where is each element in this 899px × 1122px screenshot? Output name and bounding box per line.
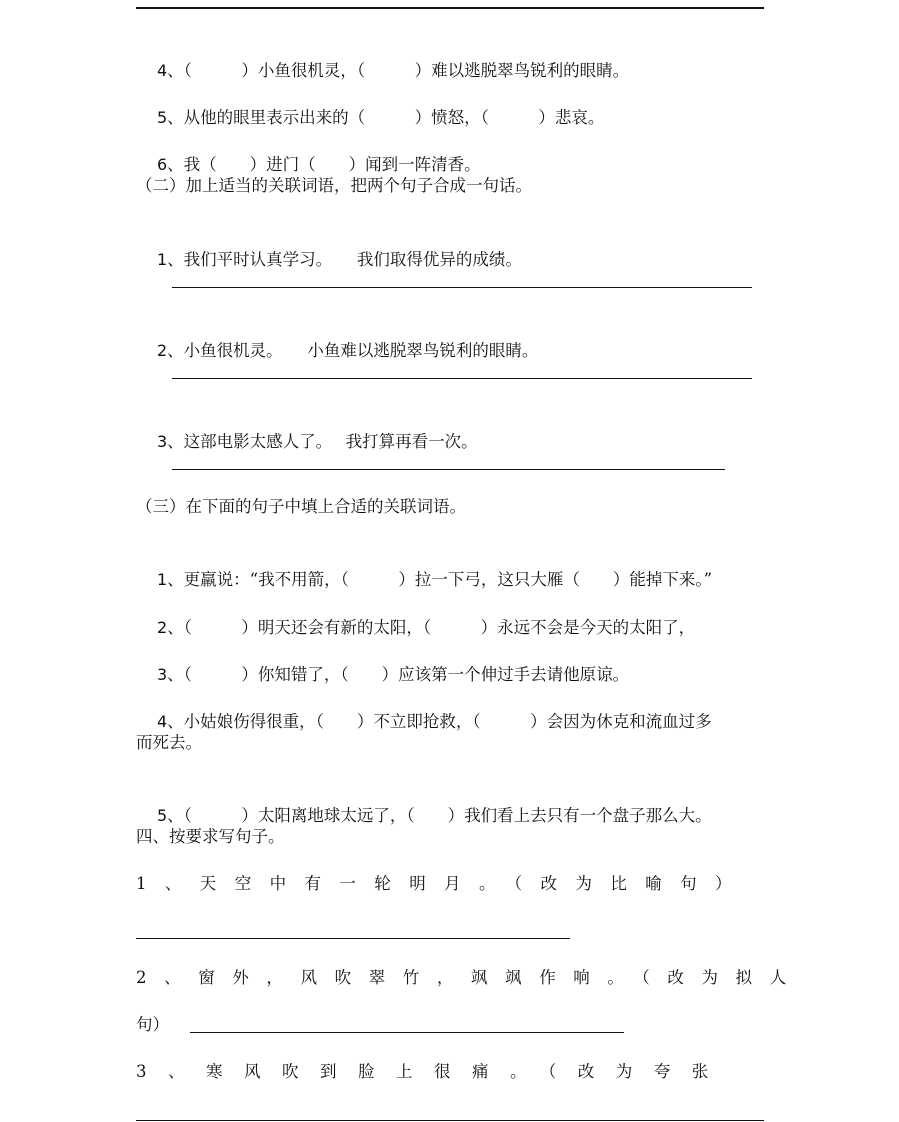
list-item: 1、天空中有一轮明月。（改为比喻句）: [136, 874, 750, 893]
section-heading: （三）在下面的句子中填上合适的关联词语。: [136, 497, 466, 516]
item-number: 2: [156, 618, 168, 637]
list-item-continuation: 而死去。: [136, 733, 202, 752]
list-item-continuation: 句）: [136, 1015, 169, 1034]
item-text: 、小姑娘伤得很重，（ ）不立即抢救，（ ）会因为休克和流血过多: [167, 712, 712, 731]
item-text: 、这部电影太感人了。 我打算再看一次。: [167, 432, 478, 451]
item-text: 、小鱼很机灵。 小鱼难以逃脱翠鸟锐利的眼睛。: [167, 341, 539, 360]
list-item: 2、窗外，风吹翠竹，飒飒作响。（改为拟人: [136, 968, 804, 987]
answer-line[interactable]: [136, 938, 570, 939]
item-text: 、（ ）太阳离地球太远了，（ ）我们看上去只有一个盘子那么大。: [167, 806, 712, 825]
item-text: 、（ ）你知错了，（ ）应该第一个伸过手去请他原谅。: [167, 665, 630, 684]
item-number: 5: [156, 806, 168, 825]
item-text: 、更羸说：“我不用箭，（ ）拉一下弓，这只大雁（ ）能掉下来。”: [167, 570, 713, 589]
answer-line[interactable]: [190, 1032, 624, 1033]
item-text: 、（ ）明天还会有新的太阳，（ ）永远不会是今天的太阳了，: [167, 618, 696, 637]
item-number: 3: [156, 432, 168, 451]
section-heading: （二）加上适当的关联词语，把两个句子合成一句话。: [136, 176, 532, 195]
section-heading: 四、按要求写句子。: [136, 827, 285, 846]
item-number: 6: [156, 155, 168, 174]
item-number: 1: [156, 570, 168, 589]
item-number: 1: [156, 250, 168, 269]
item-text: 、从他的眼里表示出来的（ ）愤怒，（ ）悲哀。: [167, 108, 605, 127]
list-item: 3、寒风吹到脸上很痛。（改为夸张: [136, 1062, 730, 1081]
top-border-line: [136, 7, 764, 9]
item-text: 、（ ）小鱼很机灵，（ ）难以逃脱翠鸟锐利的眼睛。: [167, 61, 630, 80]
item-number: 4: [156, 712, 168, 731]
answer-line[interactable]: [136, 1120, 764, 1121]
answer-line[interactable]: [172, 378, 752, 379]
item-number: 4: [156, 61, 168, 80]
item-text: 、我们平时认真学习。 我们取得优异的成绩。: [167, 250, 522, 269]
item-text: 、我（ ）进门（ ）闻到一阵清香。: [167, 155, 481, 174]
answer-line[interactable]: [172, 287, 752, 288]
item-number: 2: [156, 341, 168, 360]
item-number: 3: [156, 665, 168, 684]
item-number: 5: [156, 108, 168, 127]
answer-line[interactable]: [172, 469, 725, 470]
